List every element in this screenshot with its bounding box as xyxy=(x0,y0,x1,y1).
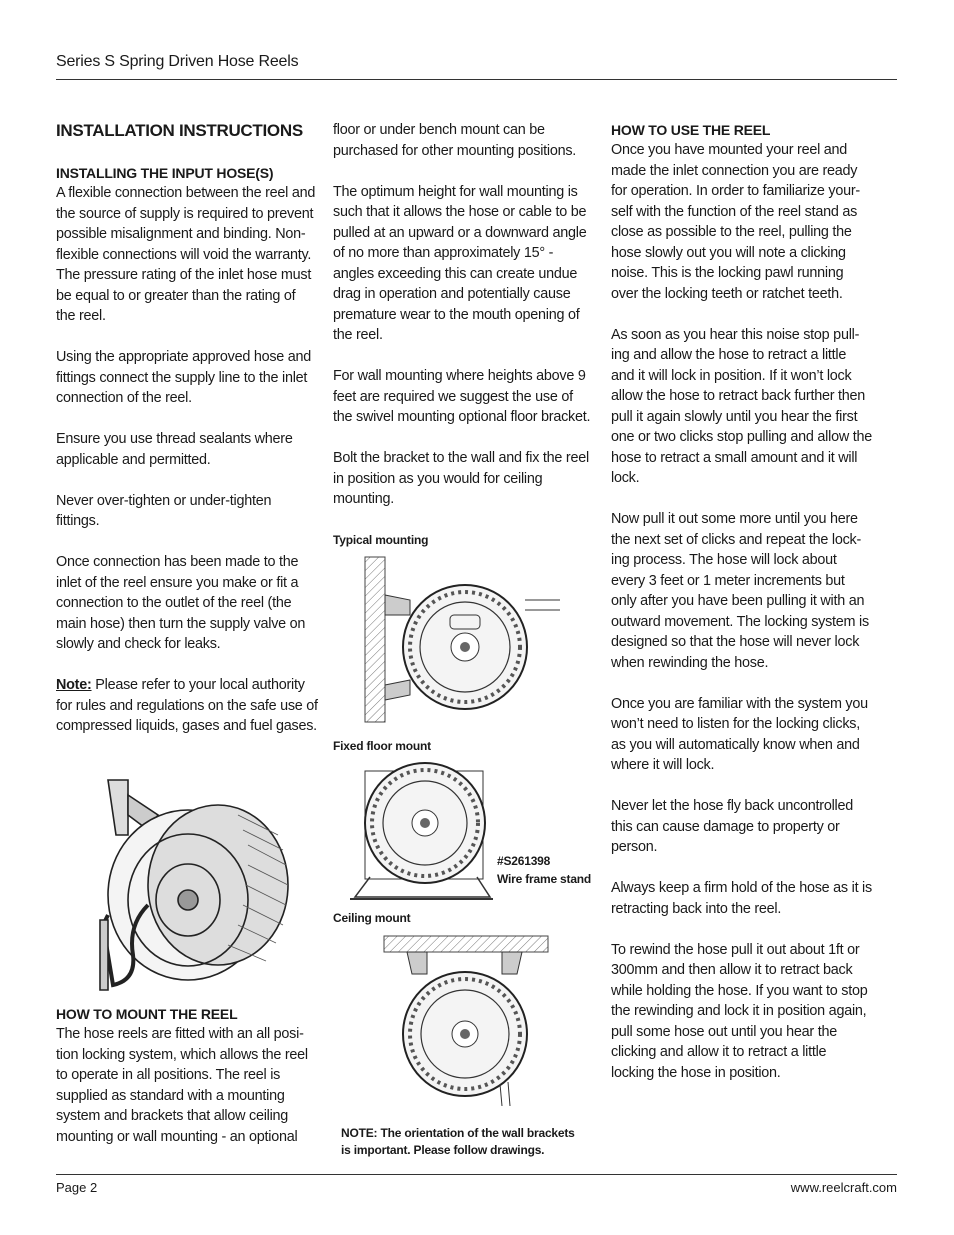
paragraph: Bolt the bracket to the wall and fix the reel in position as you would for ceiling mounting. xyxy=(333,450,589,507)
paragraph: A flexible connection between the reel and the source of supply is required to prevent possible misalignment and binding. Non-flexible connections will void the warranty. The pressure rating of the inlet hose must be equal to or greater than the rating of the reel. xyxy=(56,185,316,324)
paragraph: Once connection has been made to the inlet of the reel ensure you make or fit a connection to the outlet of the reel (the main hose) then turn the supply valve on slowly and check for leaks. xyxy=(56,554,306,652)
paragraph: Now pull it out some more until you here the next set of clicks and repeat the lock-ing process. The hose will lock about every 3 feet or 1 meter increments but only after you have been pulling it with an outward movement. The locking system is designed so that the hose will never lock when rewinding the hose. xyxy=(611,511,869,671)
subheading-input-hose: INSTALLING THE INPUT HOSE(S) xyxy=(56,165,274,181)
paragraph: The hose reels are fitted with an all posi-tion locking system, which allows the reel to operate in all positions. The reel is supplied as standard with a mounting system and brackets that allow ceiling mounting or wall mounting - an optional xyxy=(56,1026,308,1145)
paragraph: floor or under bench mount can be purchased for other mounting positions. xyxy=(333,122,577,159)
header-rule xyxy=(56,79,897,80)
paragraph: Once you have mounted your reel and made the inlet connection you are ready for operation. In order to familiarize your-self with the function of the reel stand as close as possible to the reel, pulling the hose slowly out you will note a clicking noise. This is the locking pawl running over the locking teeth or ratchet teeth. xyxy=(611,142,860,302)
orientation-note-line1: NOTE: The orientation of the wall brackets xyxy=(341,1126,575,1140)
paragraph: Ensure you use thread sealants where applicable and permitted. xyxy=(56,431,293,468)
page-number: Page 2 xyxy=(56,1180,98,1195)
note-text: Please refer to your local authority for rules and regulations on the safe use of compressed liquids, gases and fuel gases. xyxy=(56,677,318,734)
caption-ceiling-mount: Ceiling mount xyxy=(333,911,411,925)
paragraph: To rewind the hose pull it out about 1ft or 300mm and then allow it to retract back while holding the hose. If you want to stop the rewinding and lock it in position again, pull some hose out until you hear the clicking and allow it to retract a little locking the hose in position. xyxy=(611,941,868,1081)
subheading-mount: HOW TO MOUNT THE REEL xyxy=(56,1006,238,1022)
footer-url: www.reelcraft.com xyxy=(790,1180,897,1195)
orientation-note-line2: is important. Please follow drawings. xyxy=(341,1143,545,1157)
column-right xyxy=(611,120,873,1104)
section-heading: INSTALLATION INSTRUCTIONS xyxy=(56,121,303,140)
caption-typical-mounting: Typical mounting xyxy=(333,533,429,547)
wall-mount-diagram xyxy=(355,555,565,725)
floor-mount-diagram xyxy=(345,757,495,902)
paragraph: Never over-tighten or under-tighten fittings. xyxy=(56,492,272,529)
paragraph: The optimum height for wall mounting is such that it allows the hose or cable to be pulled at an upward or a downward angle of no more than approximately 15° - angles exceeding this can create undue drag in operation and potentially cause premature wear to the mouth opening of the reel. xyxy=(333,183,587,343)
note-paragraph xyxy=(56,675,318,737)
page-header-title: Series S Spring Driven Hose Reels xyxy=(56,53,299,70)
ceiling-mount-diagram xyxy=(382,934,550,1106)
footer-rule xyxy=(56,1174,897,1175)
paragraph: Always keep a firm hold of the hose as it is retracting back into the reel. xyxy=(611,880,872,917)
paragraph: For wall mounting where heights above 9 feet are required we suggest the use of the swivel mounting optional floor bracket. xyxy=(333,368,591,425)
paragraph: Using the appropriate approved hose and fittings connect the supply line to the inlet connection of the reel. xyxy=(56,349,312,406)
column-left-lower xyxy=(56,1004,318,1168)
subheading-use-reel: HOW TO USE THE REEL xyxy=(611,122,771,138)
caption-fixed-floor-mount: Fixed floor mount xyxy=(333,739,431,753)
stand-label: Wire frame stand xyxy=(497,872,592,886)
hose-reel-illustration xyxy=(88,775,298,995)
column-middle xyxy=(333,120,595,530)
note-label: Note: xyxy=(56,677,92,693)
column-left xyxy=(56,120,318,757)
paragraph: Never let the hose fly back uncontrolled this can cause damage to property or person. xyxy=(611,798,853,855)
paragraph: Once you are familiar with the system you won’t need to listen for the locking clicks, as you will automatically know when and where it will lock. xyxy=(611,695,868,773)
paragraph: As soon as you hear this noise stop pull-ing and allow the hose to retract a little and it will lock in position. If it won’t lock allow the hose to retract back further then pull it again slowly until you hear the first one or two clicks stop pulling and allow the hose to retract a small amount and it will lock. xyxy=(611,326,872,486)
stand-part-number: #S261398 xyxy=(497,854,551,868)
